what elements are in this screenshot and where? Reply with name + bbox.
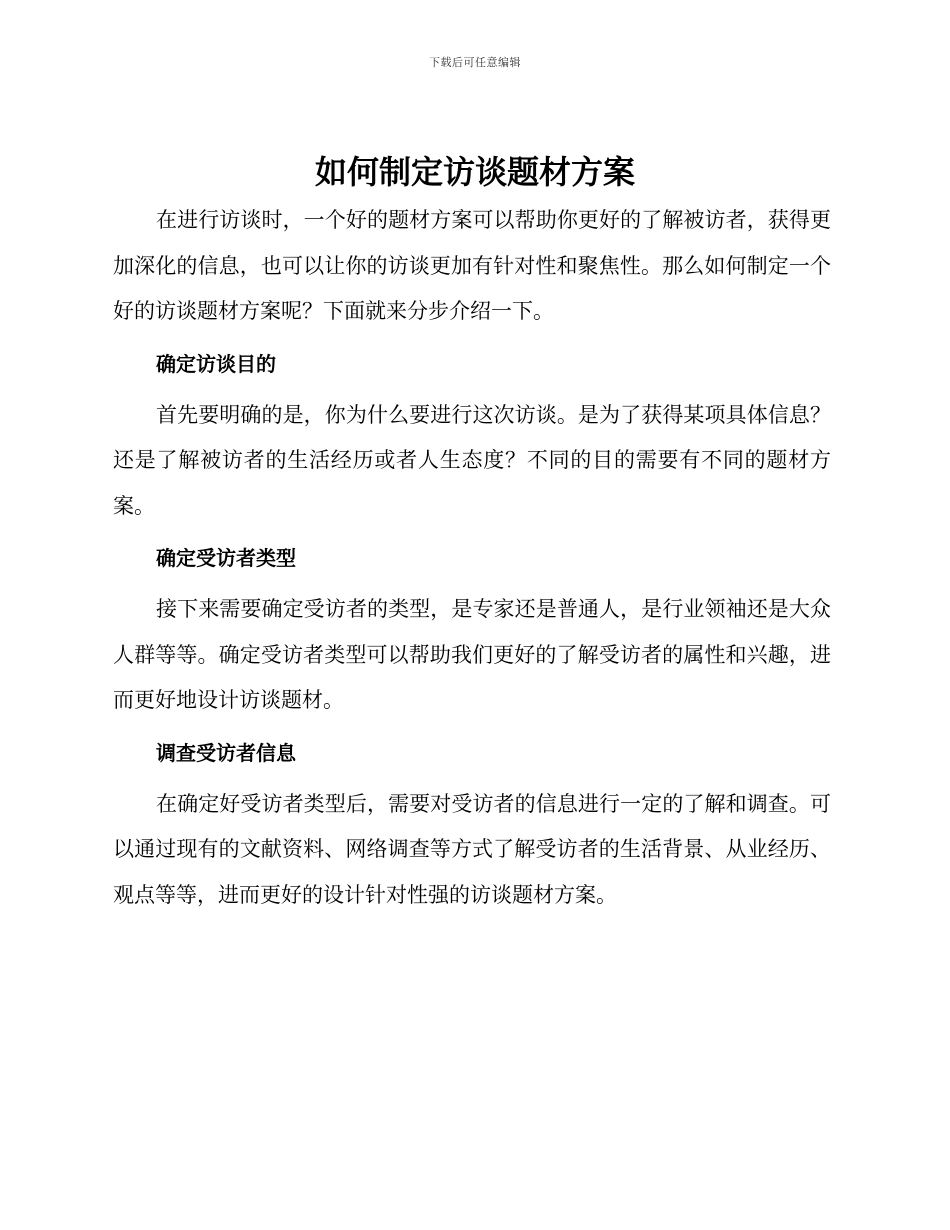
document-body	[113, 198, 831, 918]
section-body-interviewee-type: 接下来需要确定受访者的类型，是专家还是普通人，是行业领袖还是大众人群等等。确定受访者类型可以帮助我们更好的了解受访者的属性和兴趣，进而更好地设计访谈题材。	[113, 597, 831, 712]
section-heading-interviewee-type: 确定受访者类型	[156, 546, 296, 570]
section-heading-purpose: 确定访谈目的	[156, 351, 276, 376]
intro-paragraph: 在进行访谈时，一个好的题材方案可以帮助你更好的了解被访者，获得更加深化的信息，也可以让你的访谈更加有针对性和聚焦性。那么如何制定一个好的访谈题材方案呢？下面就来分步介绍一下。	[113, 208, 831, 323]
section-heading-interviewee-research: 调查受访者信息	[156, 740, 296, 765]
section-body-purpose: 首先要明确的是，你为什么要进行这次访谈。是为了获得某项具体信息？还是了解被访者的生活经历或者人生态度？不同的目的需要有不同的题材方案。	[113, 402, 831, 518]
header-note: 下载后可任意编辑	[429, 56, 521, 69]
document-title: 如何制定访谈题材方案	[314, 153, 635, 191]
section-body-interviewee-research: 在确定好受访者类型后，需要对受访者的信息进行一定的了解和调查。可以通过现有的文献资料、网络调查等方式了解受访者的生活背景、从业经历、观点等等，进而更好的设计针对性强的访谈题材方案。	[113, 791, 831, 907]
